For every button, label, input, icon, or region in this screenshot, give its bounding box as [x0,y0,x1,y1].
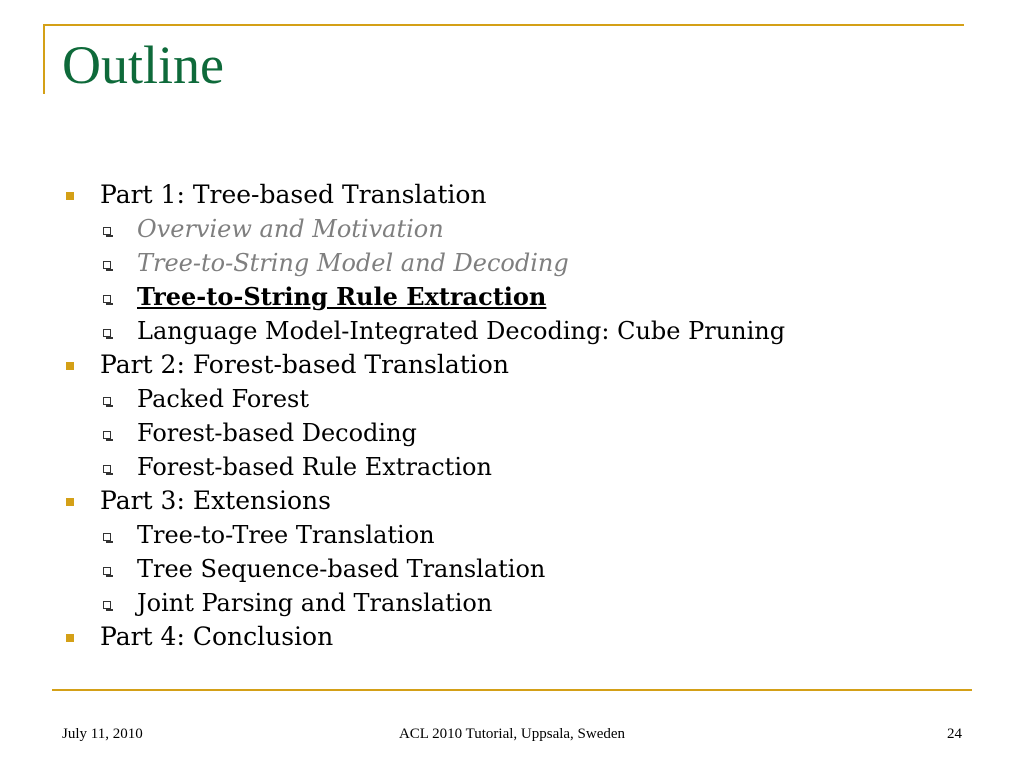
outline-subitem [60,586,1000,620]
outline-subitem [60,518,1000,552]
outline-subitem-label: Language Model-Integrated Decoding: Cube Pruning [137,317,786,345]
outline-part-label: Part 2: Forest-based Translation [100,350,509,379]
title-frame-left-line [43,24,45,94]
outline-part-2 [60,348,1000,382]
slide-title: Outline [62,35,224,95]
outline-subitem-label: Joint Parsing and Translation [137,589,493,617]
outline-list [60,178,1000,654]
outline-part-label: Part 1: Tree-based Translation [100,180,487,209]
outline-part-1 [60,178,1000,212]
hollow-square-bullet-icon [103,465,111,473]
outline-subitem-label: Tree-to-String Model and Decoding [137,249,569,277]
outline-subitem [60,246,1000,280]
square-bullet-icon [66,362,74,370]
hollow-square-bullet-icon [103,295,111,303]
footer-page-number: 24 [947,726,962,742]
outline-subitem [60,416,1000,450]
outline-subitem-label: Tree-to-String Rule Extraction [137,282,547,311]
hollow-square-bullet-icon [103,533,111,541]
outline-subitem-label: Tree-to-Tree Translation [137,521,435,549]
outline-part-label: Part 4: Conclusion [100,622,334,651]
outline-part-4 [60,620,1000,654]
outline-subitem [60,382,1000,416]
footer-date: July 11, 2010 [62,726,143,742]
hollow-square-bullet-icon [103,567,111,575]
outline-subitem-label: Overview and Motivation [137,215,444,243]
outline-subitem-current [60,280,1000,314]
outline-subitem [60,552,1000,586]
outline-part-3 [60,484,1000,518]
outline-subitem-label: Forest-based Decoding [137,419,417,447]
title-frame-top-line [43,24,964,26]
footer-event: ACL 2010 Tutorial, Uppsala, Sweden [398,726,626,742]
outline-subitem-label: Packed Forest [137,385,309,413]
hollow-square-bullet-icon [103,397,111,405]
outline-subitem [60,450,1000,484]
hollow-square-bullet-icon [103,329,111,337]
footer-divider [52,689,972,691]
square-bullet-icon [66,634,74,642]
square-bullet-icon [66,192,74,200]
hollow-square-bullet-icon [103,227,111,235]
outline-subitem-label: Tree Sequence-based Translation [137,555,546,583]
hollow-square-bullet-icon [103,261,111,269]
hollow-square-bullet-icon [103,601,111,609]
outline-subitem [60,212,1000,246]
outline-part-label: Part 3: Extensions [100,486,331,515]
hollow-square-bullet-icon [103,431,111,439]
outline-subitem-label: Forest-based Rule Extraction [137,453,492,481]
outline-subitem [60,314,1000,348]
square-bullet-icon [66,498,74,506]
